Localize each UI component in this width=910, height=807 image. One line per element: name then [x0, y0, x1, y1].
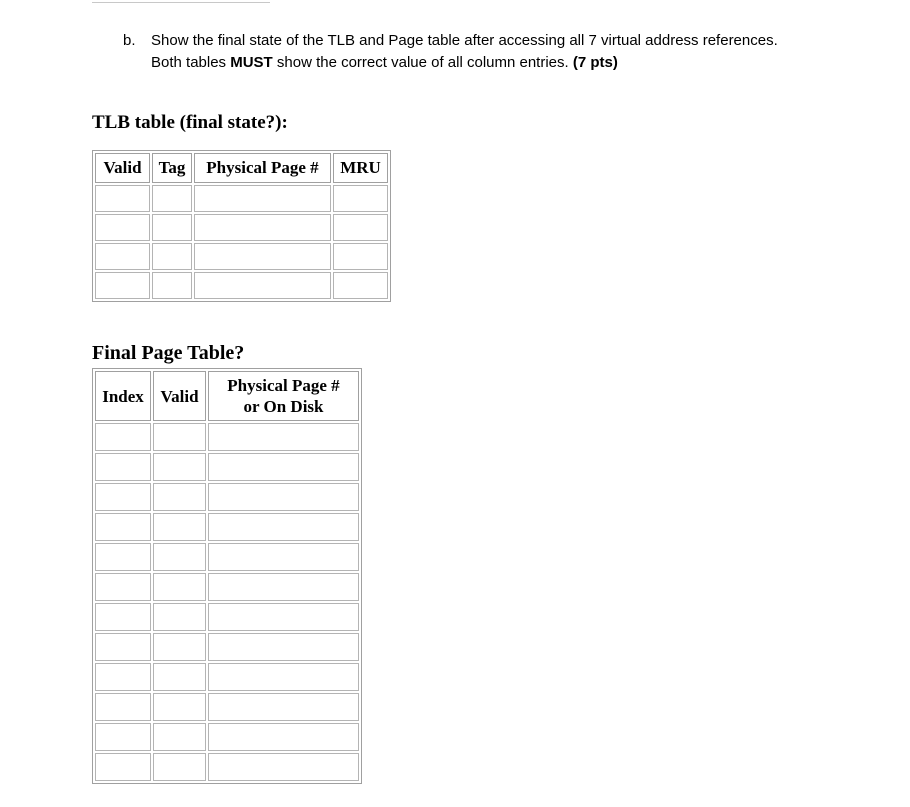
pt-row	[95, 423, 359, 451]
pt-cell-valid[interactable]	[153, 513, 206, 541]
tlb-cell-tag[interactable]	[152, 272, 192, 299]
pt-cell-index[interactable]	[95, 663, 151, 691]
question-emphasis: MUST	[230, 54, 273, 71]
pt-cell-physical-page[interactable]	[208, 453, 359, 481]
pt-cell-valid[interactable]	[153, 603, 206, 631]
tlb-row	[95, 272, 388, 299]
question-line-2-middle: show the correct value of all column entries.	[272, 54, 573, 71]
tlb-cell-valid[interactable]	[95, 272, 150, 299]
tlb-cell-physical-page[interactable]	[194, 214, 331, 241]
tlb-header-row	[95, 153, 388, 183]
pt-cell-valid[interactable]	[153, 543, 206, 571]
tlb-cell-mru[interactable]	[333, 214, 388, 241]
pt-cell-valid[interactable]	[153, 573, 206, 601]
tlb-col-mru: MRU	[333, 153, 388, 183]
question-line-1: Show the final state of the TLB and Page table after accessing all 7 virtual address references.	[151, 32, 778, 49]
tlb-heading: TLB table (final state?):	[92, 112, 288, 133]
pt-col-physical-page-line1: Physical Page #	[227, 376, 340, 395]
pt-cell-index[interactable]	[95, 453, 151, 481]
tlb-cell-mru[interactable]	[333, 185, 388, 212]
question-points: (7 pts)	[572, 54, 618, 71]
pt-row	[95, 483, 359, 511]
pt-col-physical-page	[208, 371, 359, 421]
pt-row	[95, 663, 359, 691]
tlb-row	[95, 243, 388, 270]
pt-cell-valid[interactable]	[153, 663, 206, 691]
tlb-col-valid: Valid	[95, 153, 150, 183]
pt-col-index: Index	[95, 371, 151, 421]
pt-col-physical-page-line2: or On Disk	[243, 397, 324, 416]
tlb-cell-physical-page[interactable]	[194, 272, 331, 299]
pt-cell-index[interactable]	[95, 633, 151, 661]
tlb-cell-physical-page[interactable]	[194, 243, 331, 270]
pt-cell-physical-page[interactable]	[208, 753, 359, 781]
pt-col-valid: Valid	[153, 371, 206, 421]
pt-row	[95, 753, 359, 781]
pt-cell-physical-page[interactable]	[208, 543, 359, 571]
pt-row	[95, 603, 359, 631]
pt-cell-physical-page[interactable]	[208, 513, 359, 541]
question-line-2-prefix: Both tables	[151, 54, 231, 71]
pt-row	[95, 513, 359, 541]
tlb-cell-physical-page[interactable]	[194, 185, 331, 212]
top-divider	[92, 0, 270, 3]
pt-cell-valid[interactable]	[153, 693, 206, 721]
tlb-row	[95, 214, 388, 241]
pt-cell-index[interactable]	[95, 723, 151, 751]
tlb-cell-tag[interactable]	[152, 214, 192, 241]
pt-cell-physical-page[interactable]	[208, 663, 359, 691]
pt-row	[95, 633, 359, 661]
pt-row	[95, 573, 359, 601]
pt-cell-index[interactable]	[95, 513, 151, 541]
pt-cell-physical-page[interactable]	[208, 483, 359, 511]
pt-cell-index[interactable]	[95, 693, 151, 721]
pt-cell-physical-page[interactable]	[208, 573, 359, 601]
pt-cell-valid[interactable]	[153, 633, 206, 661]
tlb-cell-mru[interactable]	[333, 243, 388, 270]
pt-cell-index[interactable]	[95, 573, 151, 601]
question-marker: b.	[123, 32, 136, 49]
page-table	[92, 368, 362, 784]
pt-cell-physical-page[interactable]	[208, 693, 359, 721]
pt-cell-physical-page[interactable]	[208, 423, 359, 451]
pt-cell-valid[interactable]	[153, 753, 206, 781]
pt-cell-index[interactable]	[95, 543, 151, 571]
tlb-cell-valid[interactable]	[95, 243, 150, 270]
tlb-col-physical-page: Physical Page #	[194, 153, 331, 183]
pt-row	[95, 453, 359, 481]
pt-row	[95, 693, 359, 721]
pt-cell-index[interactable]	[95, 423, 151, 451]
pt-cell-index[interactable]	[95, 603, 151, 631]
pt-row	[95, 723, 359, 751]
tlb-col-tag: Tag	[152, 153, 192, 183]
tlb-cell-valid[interactable]	[95, 214, 150, 241]
pt-row	[95, 543, 359, 571]
pt-cell-physical-page[interactable]	[208, 633, 359, 661]
tlb-cell-mru[interactable]	[333, 272, 388, 299]
question-line-2	[151, 51, 618, 75]
tlb-row	[95, 185, 388, 212]
page-table-heading: Final Page Table?	[92, 342, 245, 364]
pt-cell-valid[interactable]	[153, 423, 206, 451]
page-table-header-row	[95, 371, 359, 421]
pt-cell-index[interactable]	[95, 483, 151, 511]
pt-cell-valid[interactable]	[153, 453, 206, 481]
pt-cell-index[interactable]	[95, 753, 151, 781]
tlb-table	[92, 150, 391, 302]
pt-cell-valid[interactable]	[153, 483, 206, 511]
pt-cell-valid[interactable]	[153, 723, 206, 751]
tlb-cell-tag[interactable]	[152, 243, 192, 270]
tlb-cell-tag[interactable]	[152, 185, 192, 212]
tlb-cell-valid[interactable]	[95, 185, 150, 212]
pt-cell-physical-page[interactable]	[208, 723, 359, 751]
pt-cell-physical-page[interactable]	[208, 603, 359, 631]
